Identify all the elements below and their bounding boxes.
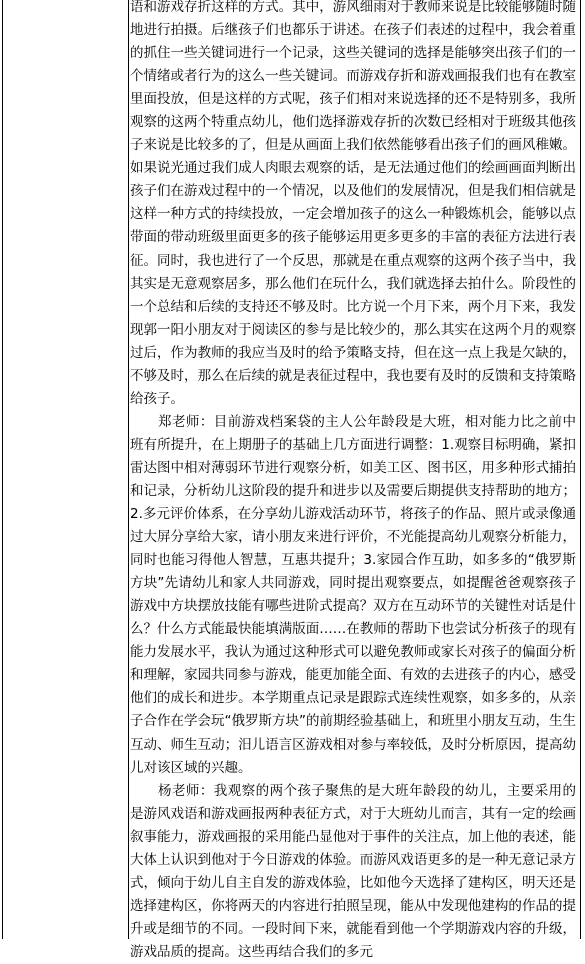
table-column-divider bbox=[128, 0, 129, 939]
table-left-border bbox=[2, 0, 3, 939]
content-cell bbox=[130, 0, 576, 964]
table-right-border bbox=[580, 0, 581, 939]
paragraph-teacher-zheng: 郑老师：目前游戏档案袋的主人公年龄段是大班，相对能力比之前中班有所提升，在上期册子的基础上几方面进行调整：1.观察目标明确，紧扣雷达图中相对薄弱环节进行观察分析，如美工区、图书区，用多种形式捕拍和记录，分析幼儿这阶段的提升和进步以及需要后期提供支持帮助的地方；2.多元评价体系，在分享幼儿游戏活动环节，将孩子的作品、照片或录像通过大屏分享给大家，请小朋友来进行评价，不光能提高幼儿观察分析能力，同时也能习得他人智慧，互惠共提升；3.家园合作互助，如多多的“俄罗斯方块”先请幼儿和家人共同游戏，同时提出观察要点，如提醒爸爸观察孩子游戏中方块摆放技能有哪些进阶式提高？双方在互动环节的关键性对话是什么？什么方式能最快能填满版面……在教师的帮助下也尝试分析孩子的现有能力发展水平，我认为通过这种形式可以避免教师或家长对孩子的偏面分析和理解，家园共同参与游戏，能更加能全面、有效的去进孩子的内心，感受他们的成长和进步。本学期重点记录是跟踪式连续性观察，如多多的，从亲子合作在学会玩“俄罗斯方块”的前期经验基础上，和班里小朋友互动，生生互动、师生互动；汨儿语言区游戏相对参与率较低，及时分析原因，提高幼儿对该区域的兴趣。 bbox=[130, 413, 576, 776]
paragraph-teacher-yang: 杨老师：我观察的两个孩子聚焦的是大班年龄段的幼儿，主要采用的是游风戏语和游戏画报两种表征方式，对于大班幼儿而言，其有一定的绘画叙事能力，游戏画报的采用能凸显他对于事件的关注点，加上他的表述，能大体上认识到他对于今日游戏的体验。而游风戏语更多的是一种无意记录方式，倾向于幼儿自主自发的游戏体验，比如他今天选择了建构区，明天还是选择建构区，你将两天的内容进行拍照呈现，能从中发现他建构的作品的提升或是细节的不同。一段时间下来，就能看到他一个学期游戏内容的升级，游戏品质的提高。这些再结合我们的多元 bbox=[130, 782, 576, 960]
paragraph-reflection: 语和游戏存折这样的方式。其中，游风细雨对于教师来说是比较能够随时随地进行拍摄。后继孩子们也都乐于讲述。在孩子们表述的过程中，我会着重的抓住一些关键词进行一个记录，这些关键词的选择是能够突出孩子们的一个情绪或者行为的这么一些关键词。而游戏存折和游戏画报我们也有在教室里面投放，但是这样的方式呢，孩子们相对来说选择的还不是特别多，我所观察的这两个特重点幼儿，他们选择游戏存折的次数已经相对于班级其他孩子来说是比较多的了，但是从画面上我们依然能够看出孩子们的画风稚嫩。如果说光通过我们成人肉眼去观察的话，是无法通过他们的绘画画面判断出孩子们在游戏过程中的一个情况，以及他们的发展情况，但是我们相信就是这样一种方式的持续投放，一定会增加孩子的这么一种锻炼机会，能够以点带面的带动班级里面更多的孩子能够运用更多更多的丰富的表征方法进行表征。同时，我也进行了一个反思，那就是在重点观察的这两个孩子当中，我其实是无意观察居多，那么他们在玩什么，我们就选择去拍什么。阶段性的一个总结和后续的支持还不够及时。比方说一个月下来，两个月下来，我发现郭一阳小朋友对于阅读区的参与是比较少的，那么其实在这两个月的观察过后，作为教师的我应当及时的给予策略支持，但在这一点上我是欠缺的，不够及时，那么在后续的就是表征过程中，我也要有及时的反馈和支持策略给孩子。 bbox=[130, 0, 576, 407]
